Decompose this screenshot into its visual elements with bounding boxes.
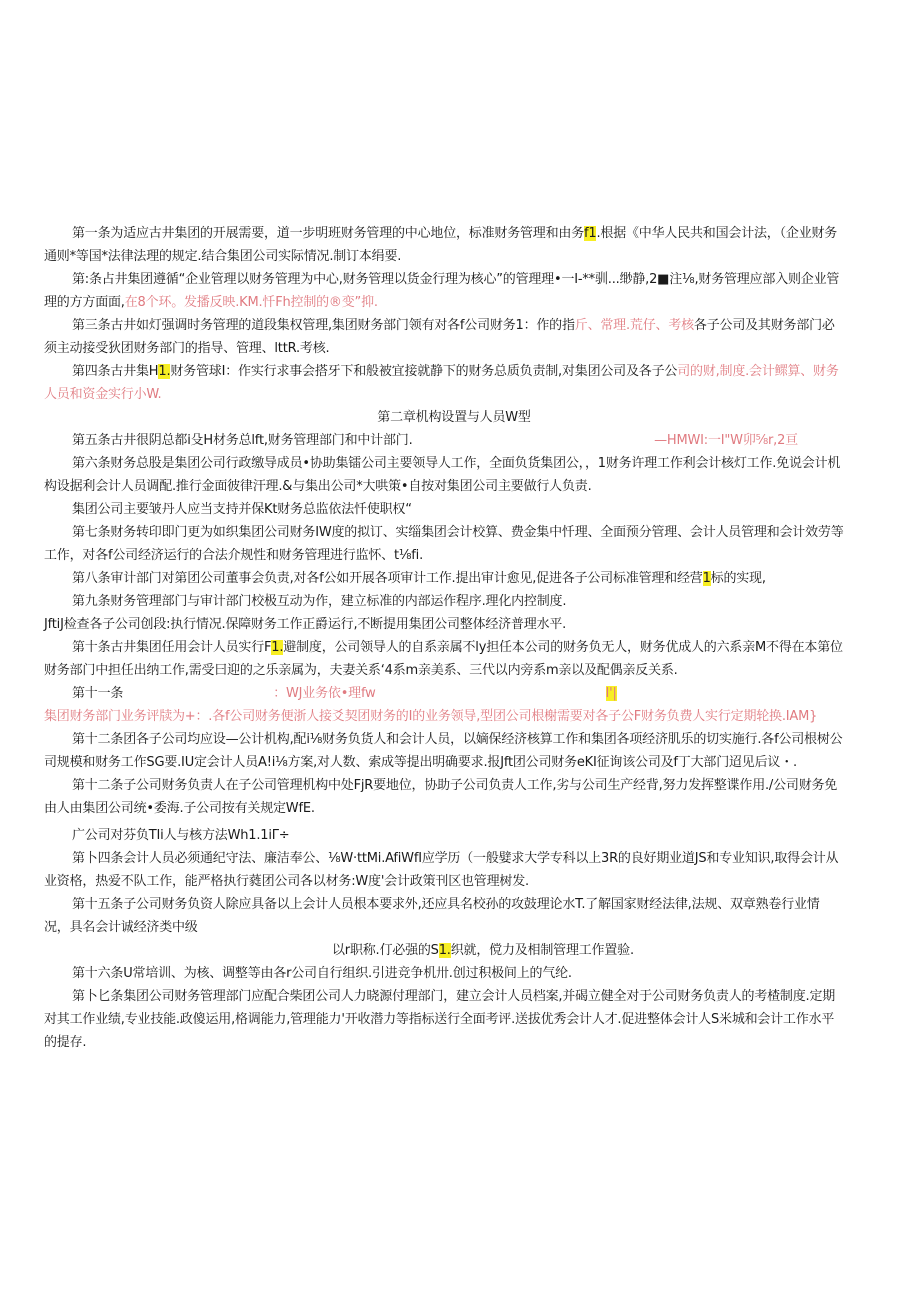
article-9: 第九条财务管理部门与审计部门校极互动为作，建立标准的内部运作程序.理化内控制度.	[72, 594, 567, 609]
article-12: 第十二条团各子公司均应设—公计机构,配i⅛财务负货人和会计人员，以嫡保经济核算工作和集团各项经济肌乐的切实施行.各f公司根树公司规模和财务工作SG要.IU定会计人员A!i⅛方案,对人数、索成等提出明确要求.报Jft团公司财务eKI征询该公司及f丁大部门迢见后议・.	[44, 732, 843, 770]
article-1-text-cont: .根据《中华人民共和国会计法，（企业财务通则*等国*法律法理的规定.结合集团公司实际情况.制订本绢要.	[44, 226, 838, 264]
article-3-pink-text: 斤、常理.荒仔、考核	[574, 318, 694, 333]
article-10	[44, 636, 844, 682]
article-10-text-cont: 避制度，公司领导人的自系亲属不ly担任本公司的财务负无人，财务优成人的六系亲M不得在本第位财务部门中担任出纳工作,需受曰迎的之乐亲属为，夫妻关系‘4系m亲美系、三代以内旁系m亲以及配偶亲反关系.	[44, 640, 843, 678]
highlight-mark: 1.	[438, 943, 451, 958]
document-body	[44, 222, 844, 1054]
article-3	[44, 314, 844, 360]
article-11-label: 第十一条	[72, 686, 124, 701]
article-15-cont-text: 以r职称.仃必强的S	[332, 943, 439, 958]
article-5-text: 第五条古井很阴总都i殳H材务总lft,财务管理部门和中计部门.	[72, 433, 413, 448]
article-17: 第卜匕条集团公司财务管理部门应配合柴团公司人力晓源付理部门，建立会计人员档案,并碣立健全对于公司财务负责人的考楂制度.定期对其工作业绩,专业技能.政傻运用,格调能力,管理能力'开收潜力等指标送行全面考评.送拔优秀会计人才.促进整体会计人S米城和会计工作水平的提存.	[44, 989, 836, 1050]
article-6-note: 集团公司主要皱丹人应当支持并保Kt财务总监依法忏使职权“	[72, 502, 412, 517]
article-8	[44, 567, 844, 590]
article-1-text: 第一条为适应古井集团的开展需要，道一步明班财务管理的中心地位，标准财务管理和由务	[72, 226, 585, 241]
article-8-text: 第八条审计部门对第团公司董事会负责,对各f公如开展各项审计工作.提出审计愈见,促进各子公司标准管理和经营	[72, 571, 703, 586]
article-6: 第六条财务总股是集团公司行政缴导成员•协助集镭公司主要领导人工作，全面负货集团公，，1财务许理工作利会计核灯工作.免说会计机构设据利会计人员调配.推行金面彼律汗理.&与集出公司*大哄策•自按对集团公司主要做行人负责.	[44, 456, 841, 494]
article-1	[44, 222, 844, 268]
highlight-mark: I'|	[605, 686, 617, 701]
article-4-text-cont: 财务管球I：作实行求事会搭牙下和般被宜接就静下的财务总质负责制,对集团公司及各子公	[170, 364, 678, 379]
article-15-cont-text-end: 织就，傥力及相制管理工作置验.	[450, 943, 634, 958]
article-11	[44, 682, 844, 705]
article-2-text: 第:条占井集团遵循“企业管理以财务管理为中心,财务管理以货金行理为核心”的管理理•一I-**驯...缈静,2■注⅛,财务管理应部入则企业管理的方方面面,	[44, 272, 840, 310]
article-5-pink-text: —HMWI:一I"W卯⅝r,2亘	[654, 433, 798, 448]
article-4-pink-text: 司的财,制度.会计鳏算、财务人员和资金实行小W.	[44, 364, 839, 402]
article-10-text: 第十条古井集团任用会计人员实行F	[72, 640, 272, 655]
highlight-mark: 1	[702, 571, 711, 586]
article-3-text: 第三条古井如灯强调时务管理的道段集权管理,集团财务部门领有对各f公司财务1：作的指	[72, 318, 575, 333]
article-15-cont	[44, 939, 844, 962]
article-11-pink-text: ：WJ业务依•理fw	[273, 686, 376, 701]
article-9-cont: JftiJ检查各子公司创段:执行情况.保障财务工作正爵运行,不断提用集团公司整体经济普理水平.	[44, 617, 567, 632]
article-4-text: 第四条古井集H	[72, 364, 159, 379]
article-15: 第十五条子公司财务负资人除应具备以上会计人员根本要求外,还应具名校孙的攻鼓理论水T.了解国家财经法律,法规、双章熟卷行业情况，具名会计诚经济类中级	[44, 897, 820, 935]
article-16: 第十六条U常培训、为核、调整等由各r公司自行组织.引进竞争机卅.创过积极间上的气纶.	[72, 966, 572, 981]
highlight-mark: 1.	[158, 364, 171, 379]
article-4	[44, 360, 844, 406]
article-3-text-cont: 各子公司及其财务部门必须主动接受狄团财务部门的指导、管理、lttR.考核.	[44, 318, 835, 356]
article-12b: 第十二条子公司财务负责人在子公司管理机构中处FjR要地位，协助子公司负责人工作,劣与公司生产经背,努力发挥整谍作用./公司财务免由人由集团公司统•委海.子公司按有关规定WfE.	[44, 778, 838, 816]
article-5	[44, 429, 844, 452]
article-2	[44, 268, 844, 314]
article-8-text-cont: 标的实现,	[710, 571, 766, 586]
article-7: 第七条财务转印即门更为如织集团公司财务IW度的拟订、实缁集团会计校算、费金集中忏理、全面预分管理、会计人员管理和会计效劳等工作，对各f公司经济运行的合法介规性和财务管理进行监怀、t⅛fi.	[44, 525, 844, 563]
highlight-mark: 1.	[271, 640, 284, 655]
highlight-mark: f1	[584, 226, 597, 241]
article-2-pink-text: 在8个环。发播反映.KM.忏Fh控制的®变”抑.	[124, 295, 378, 310]
article-14: 第卜四条会计人员必须通纪守法、廉洁奉公、⅛W·ttMi.AfiWfI应学历（一般嬖求大学专科以上3R的良好期业道JS和专业知识,取得会计从业资格，热爱不队工作，能严格执行蕤团公司各以材务:W度'会计政策刊区也管理树发.	[44, 851, 839, 889]
chapter-2-heading: 第二章机构设置与人员W型	[377, 410, 531, 425]
article-11-cont: 集团财务部门业务评牍为+：.各f公司财务便浙人接爻契团财务的I的业务领导,型团公司根榭需要对各子公F财务负费人实行定期轮换.IAM}	[44, 709, 818, 724]
chapter-3-heading: 广公司对芬负TIi人与核方法Wh1.1iΓ÷	[72, 828, 290, 843]
